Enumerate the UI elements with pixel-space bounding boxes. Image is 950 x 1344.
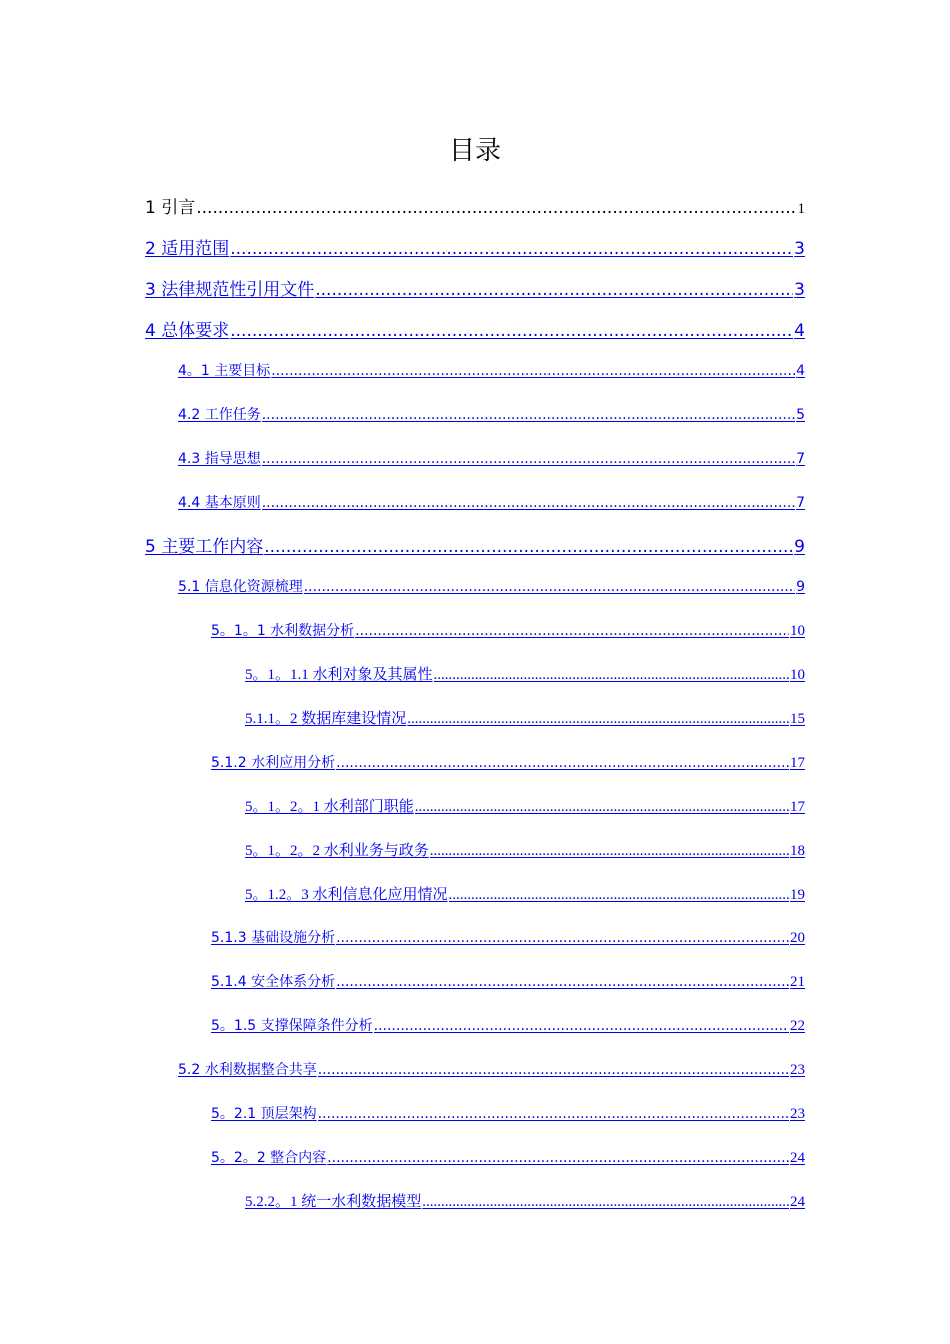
toc-entry-page: 10	[790, 623, 805, 639]
dot-leader	[415, 797, 789, 817]
dot-leader	[336, 753, 789, 773]
toc-entry-water-application-analysis[interactable]	[211, 753, 805, 773]
toc-entry-page: 4	[794, 321, 805, 341]
toc-entry-page: 4	[796, 363, 805, 379]
toc-entry-guiding-ideology[interactable]	[178, 449, 805, 469]
toc-entry-page: 24	[790, 1194, 805, 1210]
dot-leader	[449, 885, 789, 905]
toc-entry-main-objectives[interactable]	[178, 361, 805, 381]
dot-leader	[262, 405, 795, 425]
toc-entry-page: 3	[794, 239, 805, 259]
toc-entry-water-data-analysis[interactable]	[211, 621, 805, 641]
toc-entry-page: 1	[797, 201, 805, 217]
toc-entry-informatization-applications[interactable]	[245, 885, 805, 905]
toc-entry-label: 5。2。2 整合内容	[211, 1150, 327, 1166]
toc-entry-business-and-government-affairs[interactable]	[245, 841, 805, 861]
dot-leader	[264, 536, 793, 558]
toc-entry-page: 19	[790, 887, 805, 903]
dot-leader	[327, 1148, 789, 1168]
toc-entry-label: 5.1.4 安全体系分析	[211, 974, 336, 990]
toc-entry-label: 5。1。1 水利数据分析	[211, 623, 355, 639]
toc-entry-page: 7	[796, 495, 805, 511]
toc-entry-work-tasks[interactable]	[178, 405, 805, 425]
dot-leader	[262, 449, 795, 469]
page-title: 目录	[448, 136, 501, 166]
toc-entry-page: 23	[790, 1106, 805, 1122]
toc-entry-label: 5.1.3 基础设施分析	[211, 930, 336, 946]
toc-entry-label: 5 主要工作内容	[145, 537, 264, 557]
toc-entry-integration-content[interactable]	[211, 1148, 805, 1168]
toc-entry-page: 23	[790, 1062, 805, 1078]
dot-leader	[318, 1104, 789, 1124]
toc-entry-label: 3 法律规范性引用文件	[145, 280, 315, 300]
toc-entry-label: 5。1.5 支撑保障条件分析	[211, 1018, 373, 1034]
toc-entry-page: 22	[790, 1018, 805, 1034]
toc-entry-label: 4.4 基本原则	[178, 495, 261, 511]
toc-entry-label: 5。1.2。3 水利信息化应用情况	[245, 887, 448, 903]
toc-entry-label: 5.1 信息化资源梳理	[178, 579, 303, 595]
dot-leader	[304, 577, 795, 597]
dot-leader	[430, 841, 789, 861]
toc-entry-department-functions[interactable]	[245, 797, 805, 817]
toc-entry-label: 4.3 指导思想	[178, 451, 261, 467]
toc-entry-label: 4。1 主要目标	[178, 363, 271, 379]
toc-entry-page: 10	[790, 667, 805, 683]
toc-entry-basic-principles[interactable]	[178, 493, 805, 513]
dot-leader	[374, 1016, 789, 1036]
toc-entry-top-level-architecture[interactable]	[211, 1104, 805, 1124]
toc-entry-label: 5.1.2 水利应用分析	[211, 755, 336, 771]
toc-entry-support-conditions-analysis[interactable]	[211, 1016, 805, 1036]
toc-entry-label: 5。2.1 顶层架构	[211, 1106, 317, 1122]
toc-entry-page: 18	[790, 843, 805, 859]
dot-leader	[196, 197, 796, 219]
toc-entry-label: 5.2.2。1 统一水利数据模型	[245, 1194, 422, 1210]
toc-entry-data-integration-sharing[interactable]	[178, 1060, 805, 1080]
toc-entry-label: 2 适用范围	[145, 239, 230, 259]
toc-entry-page: 15	[790, 711, 805, 727]
toc-entry-general-requirements[interactable]	[145, 320, 805, 342]
dot-leader	[262, 493, 795, 513]
dot-leader	[336, 928, 789, 948]
toc-entry-database-construction[interactable]	[245, 709, 805, 729]
toc-entry-label: 5。1。2。1 水利部门职能	[245, 799, 414, 815]
dot-leader	[315, 279, 793, 301]
toc-entry-normative-references[interactable]	[145, 279, 805, 301]
toc-entry-page: 17	[790, 755, 805, 771]
toc-entry-infrastructure-analysis[interactable]	[211, 928, 805, 948]
toc-entry-scope[interactable]	[145, 238, 805, 260]
toc-entry-page: 9	[794, 537, 805, 557]
toc-entry-label: 5。1。2。2 水利业务与政务	[245, 843, 429, 859]
toc-entry-label: 5.1.1。2 数据库建设情况	[245, 711, 407, 727]
dot-leader	[230, 238, 793, 260]
toc-entry-page: 3	[794, 280, 805, 300]
toc-entry-page: 24	[790, 1150, 805, 1166]
toc-entry-page: 21	[790, 974, 805, 990]
toc-entry-unified-data-model[interactable]	[245, 1192, 805, 1212]
toc-entry-security-system-analysis[interactable]	[211, 972, 805, 992]
toc-entry-page: 5	[796, 407, 805, 423]
toc-entry-introduction[interactable]	[145, 197, 805, 220]
toc-entry-water-objects-attributes[interactable]	[245, 665, 805, 685]
dot-leader	[434, 665, 789, 685]
dot-leader	[230, 320, 793, 342]
dot-leader	[336, 972, 789, 992]
toc-entry-page: 7	[796, 451, 805, 467]
toc-entry-page: 17	[790, 799, 805, 815]
toc-entry-label: 4 总体要求	[145, 321, 230, 341]
dot-leader	[355, 621, 789, 641]
toc-entry-main-work-content[interactable]	[145, 536, 805, 558]
dot-leader	[271, 361, 795, 381]
toc-entry-label: 1 引言	[145, 198, 196, 218]
dot-leader	[422, 1192, 789, 1212]
toc-entry-page: 20	[790, 930, 805, 946]
dot-leader	[318, 1060, 789, 1080]
toc-entry-info-resource-review[interactable]	[178, 577, 805, 597]
toc-entry-page: 9	[796, 579, 805, 595]
toc-entry-label: 4.2 工作任务	[178, 407, 261, 423]
dot-leader	[407, 709, 789, 729]
toc-entry-label: 5.2 水利数据整合共享	[178, 1062, 317, 1078]
toc-entry-label: 5。1。1.1 水利对象及其属性	[245, 667, 433, 683]
